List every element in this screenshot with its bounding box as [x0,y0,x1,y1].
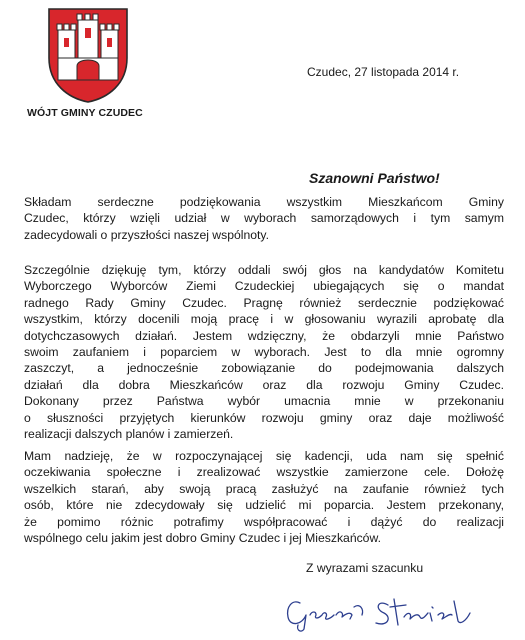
text-line: Mam nadzieję, że w rozpoczynającej się kadencji, uda nam się spełnić [24,449,504,463]
text-line: wspólnego celu jakim jest dobro Gminy Czudec i jej Mieszkańców. [24,531,381,546]
text-line: radnego Rady Gminy Czudec. Pragnę również serdecznie podziękować [24,295,504,310]
text-line: dotychczasowych działań. Jestem wdzięczny, że obdarzyli mnie Państwo [24,328,504,343]
salutation: Szanowni Państwo! [309,170,440,186]
text-line: realizacji dalszych planów i zamierzeń. [24,427,234,442]
paragraph-gratitude [24,262,504,442]
handwritten-signature [280,585,480,635]
text-line: o słuszności przyjętych kierunków rozwoju gminy oraz daje możliwość [24,410,504,425]
text-line: Szczególnie dziękuję tym, którzy oddali swój głos na kandydatów Komitetu [24,263,504,277]
text-line: osób, które nie zdecydowały się udzielić mi poparcia. Jestem przekonany, [24,498,504,513]
closing-phrase: Z wyrazami szacunku [306,561,424,575]
text-line: Dokonany przez Państwa wybór umacnia mnie w przekonaniu [24,394,504,409]
text-line: oczekiwania społeczne i zrealizować wszystkie zamierzone cele. Dołożę [24,465,504,480]
letter-date: Czudec, 27 listopada 2014 r. [307,65,460,79]
text-line: wszystkim, którzy docenili moją pracę i w głosowaniu wyrazili aprobatę dla [24,312,504,327]
text-line: swoim zaufaniem i poparciem w wyborach. Jest to dla mnie ogromny [24,345,504,360]
text-line: zaszczyt, a jednocześnie zobowiązanie do podejmowania dalszych [24,361,504,376]
paragraph-thanks [24,194,504,243]
text-line: Czudec, którzy wzięli udział w wyborach samorządowych i tym samym [24,211,504,226]
text-line: działań dla dobra Mieszkańców oraz dla rozwoju Gminy Czudec. [24,377,504,392]
coat-of-arms-logo [46,6,130,104]
text-line: Wyborczego Wyborców Ziemi Czudeckiej ubiegających się o mandat [24,279,504,294]
issuer-title: WÓJT GMINY CZUDEC [27,107,143,119]
text-line: że pomimo różnic potrafimy współpracować i dążyć do realizacji [24,514,504,529]
text-line: wszelkich starań, aby swoją pracą zasłużyć na zaufanie również tych [24,481,504,496]
text-line: Składam serdeczne podziękowania wszystkim Mieszkańcom Gminy [24,195,504,209]
paragraph-hope [24,448,504,546]
text-line: zadecydowali o przyszłości naszej wspólnoty. [24,227,269,242]
